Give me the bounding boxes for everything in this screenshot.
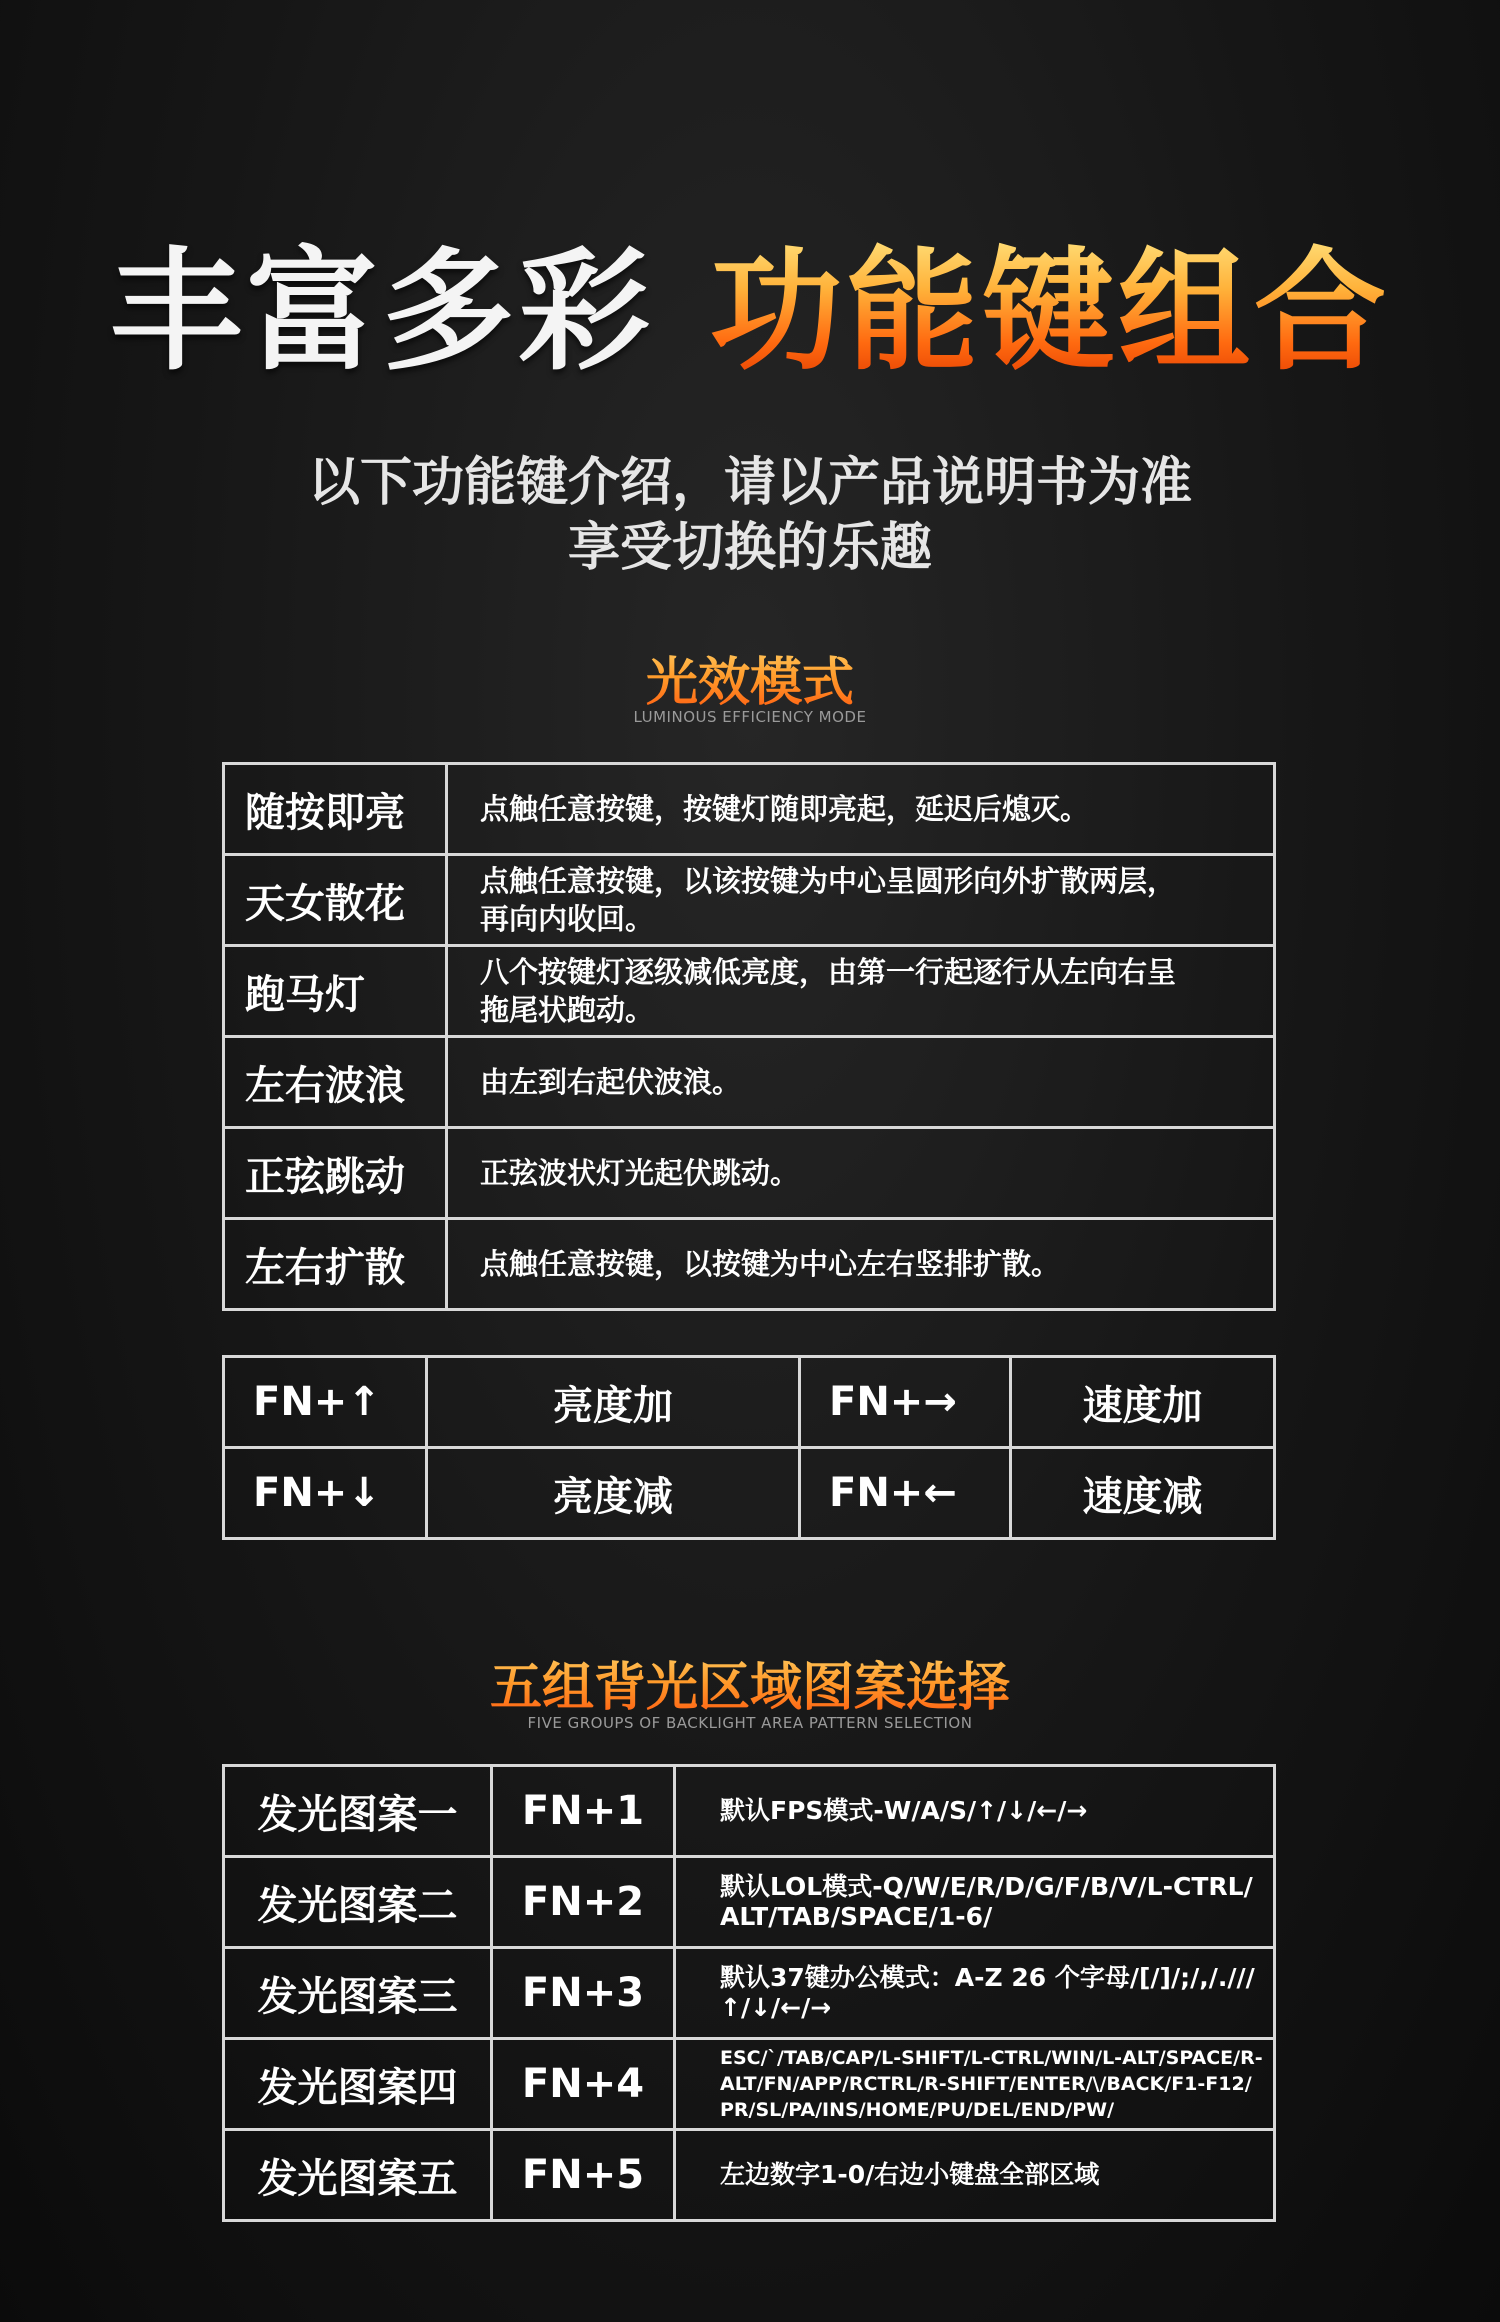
brightness-up-label: 亮度加 <box>427 1357 800 1448</box>
table-row <box>224 764 1275 855</box>
lighting-modes-table <box>222 762 1276 1311</box>
brightness-down-key: FN+↓ <box>224 1448 427 1539</box>
table-row <box>224 855 1275 946</box>
table-row <box>224 1357 1275 1448</box>
mode-desc: 点触任意按键，按键灯随即亮起，延迟后熄灭。 <box>447 764 1275 855</box>
mode-name: 正弦跳动 <box>224 1128 447 1219</box>
table-row <box>224 2130 1275 2221</box>
pattern-key: FN+5 <box>492 2130 675 2221</box>
speed-down-key: FN+← <box>800 1448 1011 1539</box>
table-row <box>224 1766 1275 1857</box>
pattern-key: FN+4 <box>492 2039 675 2130</box>
pattern-desc: 默认37键办公模式：A-Z 26 个字母/[/]/;/,/.///↑/↓/←/→ <box>675 1948 1275 2039</box>
pattern-name: 发光图案三 <box>224 1948 492 2039</box>
pattern-name: 发光图案二 <box>224 1857 492 1948</box>
patterns-table <box>222 1764 1276 2222</box>
speed-up-key: FN+→ <box>800 1357 1011 1448</box>
mode-desc: 由左到右起伏波浪。 <box>447 1037 1275 1128</box>
pattern-name: 发光图案四 <box>224 2039 492 2130</box>
hero-title-white: 丰富多彩 <box>110 235 654 389</box>
mode-desc: 正弦波状灯光起伏跳动。 <box>447 1128 1275 1219</box>
mode-name: 随按即亮 <box>224 764 447 855</box>
mode-desc: 点触任意按键，以该按键为中心呈圆形向外扩散两层，再向内收回。 <box>447 855 1275 946</box>
hero-title <box>0 232 1500 392</box>
pattern-name: 发光图案五 <box>224 2130 492 2221</box>
table-row <box>224 1219 1275 1310</box>
speed-down-label: 速度减 <box>1011 1448 1275 1539</box>
pattern-key: FN+2 <box>492 1857 675 1948</box>
table-row <box>224 946 1275 1037</box>
pattern-desc: 默认LOL模式-Q/W/E/R/D/G/F/B/V/L-CTRL/ALT/TAB/SPACE/1-6/ <box>675 1857 1275 1948</box>
pattern-key: FN+3 <box>492 1948 675 2039</box>
brightness-down-label: 亮度减 <box>427 1448 800 1539</box>
mode-name: 左右扩散 <box>224 1219 447 1310</box>
hero-title-fire: 功能键组合 <box>710 235 1390 389</box>
mode-name: 左右波浪 <box>224 1037 447 1128</box>
table-row <box>224 1448 1275 1539</box>
table-row <box>224 1857 1275 1948</box>
mode-name: 跑马灯 <box>224 946 447 1037</box>
speed-up-label: 速度加 <box>1011 1357 1275 1448</box>
pattern-name: 发光图案一 <box>224 1766 492 1857</box>
table-row <box>224 1037 1275 1128</box>
lighting-section-subtitle: LUMINOUS EFFICIENCY MODE <box>633 708 867 726</box>
pattern-section-title: 五组背光区域图案选择 <box>0 1645 1500 1720</box>
pattern-section-subtitle: FIVE GROUPS OF BACKLIGHT AREA PATTERN SELECTION <box>527 1714 973 1732</box>
brightness-up-key: FN+↑ <box>224 1357 427 1448</box>
table-row <box>224 2039 1275 2130</box>
pattern-desc: 默认FPS模式-W/A/S/↑/↓/←/→ <box>675 1766 1275 1857</box>
subtitle-line2: 享受切换的乐趣 <box>567 518 932 578</box>
subtitle-line1: 以下功能键介绍，请以产品说明书为准 <box>307 453 1192 513</box>
mode-desc: 八个按键灯逐级减低亮度，由第一行起逐行从左向右呈拖尾状跑动。 <box>447 946 1275 1037</box>
table-row <box>224 1948 1275 2039</box>
mode-desc: 点触任意按键，以按键为中心左右竖排扩散。 <box>447 1219 1275 1310</box>
controls-table <box>222 1355 1276 1540</box>
mode-name: 天女散花 <box>224 855 447 946</box>
lighting-section-title: 光效模式 <box>0 640 1500 715</box>
pattern-key: FN+1 <box>492 1766 675 1857</box>
table-row <box>224 1128 1275 1219</box>
pattern-desc: 左边数字1-0/右边小键盘全部区域 <box>675 2130 1275 2221</box>
pattern-desc: ESC/`/TAB/CAP/L-SHIFT/L-CTRL/WIN/L-ALT/SPACE/R-ALT/FN/APP/RCTRL/R-SHIFT/ENTER/\/BACK/F1-F12/PR/SL/PA/INS/HOME/PU/DEL/END/PW/ <box>675 2039 1275 2130</box>
